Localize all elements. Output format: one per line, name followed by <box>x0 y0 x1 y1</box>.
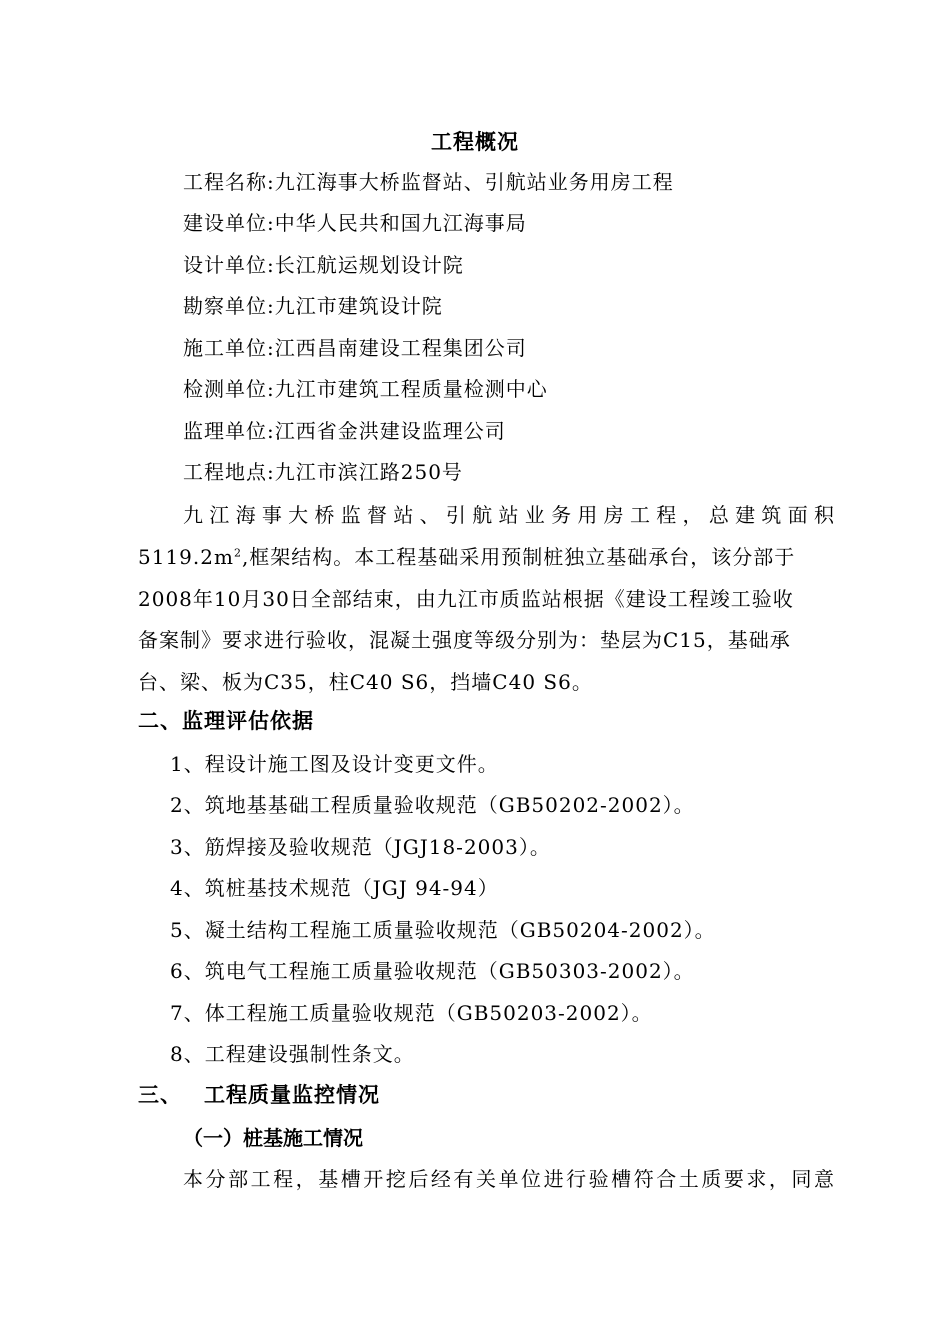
info-supervisor <box>183 419 506 443</box>
section-3-heading <box>138 1082 380 1108</box>
info-label: 勘察单位: <box>183 294 275 318</box>
basis-item-8: 8、工程建设强制性条文。 <box>170 1042 415 1066</box>
subsection-1-heading: （一）桩基施工情况 <box>183 1126 363 1150</box>
info-label: 施工单位: <box>183 336 275 360</box>
info-value: 长江航运规划设计院 <box>274 253 464 277</box>
pile-paragraph-line-1: 本分部工程，基槽开挖后经有关单位进行验槽符合土质要求，同意 <box>183 1167 835 1191</box>
section-2-heading <box>138 708 314 734</box>
basis-item-5: 5、凝土结构工程施工质量验收规范（GB50204-2002）。 <box>170 918 716 942</box>
info-value: 中华人民共和国九江海事局 <box>274 211 527 235</box>
section-number: 二、 <box>138 709 182 733</box>
info-label: 建设单位: <box>183 211 275 235</box>
overview-line-1: 九江海事大桥监督站、引航站业务用房工程，总建筑面积 <box>183 503 835 527</box>
overview-line-4: 备案制》要求进行验收，混凝土强度等级分别为：垫层为C15，基础承 <box>138 628 791 652</box>
info-survey <box>183 294 443 318</box>
info-label: 工程地点: <box>183 460 275 484</box>
info-label: 设计单位: <box>183 253 275 277</box>
section-title: 工程质量监控情况 <box>204 1083 380 1107</box>
basis-item-2: 2、筑地基基础工程质量验收规范（GB50202-2002）。 <box>170 793 695 817</box>
info-location <box>183 460 463 484</box>
info-value: 九江市滨江路250号 <box>274 460 463 484</box>
info-project-name <box>183 170 674 194</box>
info-value: 九江市建筑工程质量检测中心 <box>274 377 548 401</box>
basis-item-3: 3、筋焊接及验收规范（JGJ18-2003）。 <box>170 835 551 859</box>
info-value: 九江海事大桥监督站、引航站业务用房工程 <box>274 170 674 194</box>
info-client <box>183 211 527 235</box>
info-designer <box>183 253 464 277</box>
overview-line-3: 2008年10月30日全部结束，由九江市质监站根据《建设工程竣工验收 <box>138 587 794 611</box>
basis-item-1: 1、程设计施工图及设计变更文件。 <box>170 752 499 776</box>
info-label: 监理单位: <box>183 419 275 443</box>
info-value: 九江市建筑设计院 <box>274 294 443 318</box>
overview-line-2: $5119.2m^2$,框架结构。本工程基础采用预制桩独立基础承台，该分部于 <box>138 545 796 569</box>
info-label: 检测单位: <box>183 377 275 401</box>
info-value: 江西昌南建设工程集团公司 <box>274 336 527 360</box>
section-number: 三、 <box>138 1083 182 1107</box>
section-title: 监理评估依据 <box>182 709 314 733</box>
info-contractor <box>183 336 527 360</box>
overview-line-5: 台、梁、板为C35，柱C40 S6，挡墙C40 S6。 <box>138 670 593 694</box>
page-title: 工程概况 <box>431 130 519 154</box>
info-value: 江西省金洪建设监理公司 <box>274 419 506 443</box>
basis-item-6: 6、筑电气工程施工质量验收规范（GB50303-2002）。 <box>170 959 695 983</box>
basis-item-4: 4、筑桩基技术规范（JGJ 94-94） <box>170 876 499 900</box>
basis-item-7: 7、体工程施工质量验收规范（GB50203-2002）。 <box>170 1001 653 1025</box>
info-label: 工程名称: <box>183 170 275 194</box>
info-testing <box>183 377 548 401</box>
